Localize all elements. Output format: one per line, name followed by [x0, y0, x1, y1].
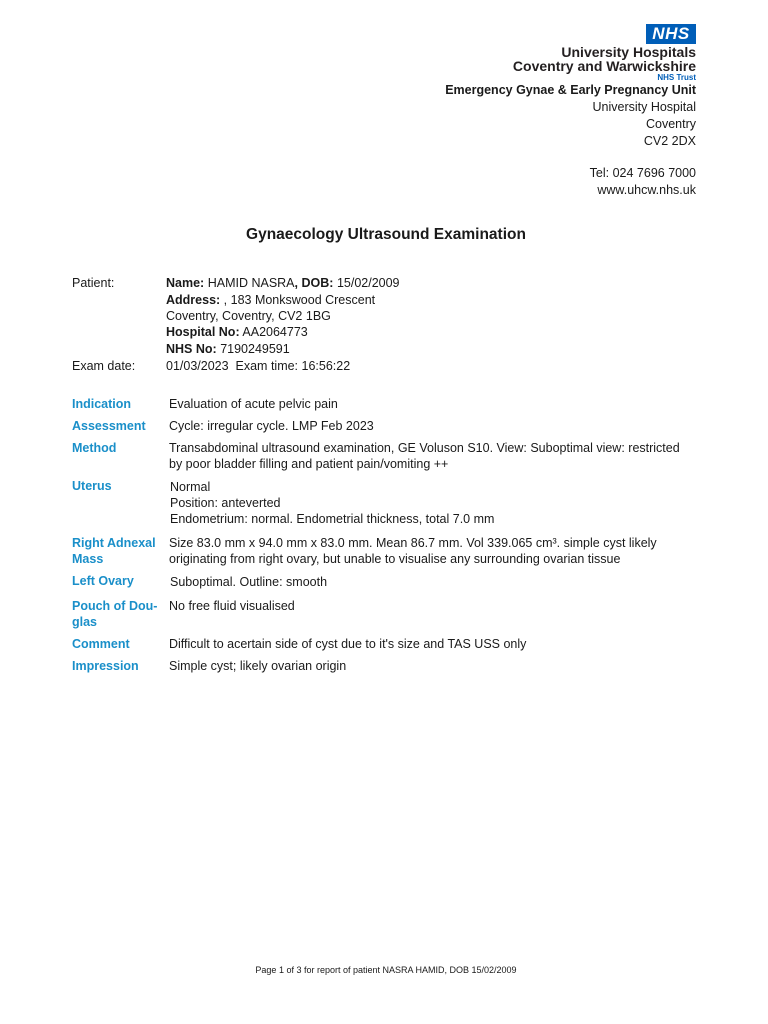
uterus-value [170, 479, 710, 527]
comment-value: Difficult to acertain side of cyst due to it's size and TAS USS only [169, 637, 527, 651]
address-label: Address: [166, 293, 221, 307]
telephone: Tel: 024 7696 7000 [589, 166, 696, 180]
method-label: Method [72, 441, 117, 455]
hospital-no-label: Hospital No: [166, 325, 240, 339]
nhs-logo: NHS [646, 24, 696, 44]
indication-label: Indication [72, 397, 132, 411]
pouch-label-line-2: glas [72, 615, 98, 629]
exam-date-label: Exam date: [72, 359, 136, 373]
method-line-1: Transabdominal ultrasound examination, GE Voluson S10. View: Suboptimal view: restricted [169, 441, 680, 455]
patient-dob: 15/02/2009 [336, 276, 400, 290]
patient-address-line1 [166, 292, 375, 308]
page-title: Gynaecology Ultrasound Examination [246, 226, 526, 243]
nhs-no: 7190249591 [220, 342, 290, 356]
right-adnexal-value [169, 535, 709, 567]
right-adnexal-label-line-2: Mass [72, 552, 104, 566]
org-name-line3: NHS Trust [657, 73, 696, 82]
org-name-line1: University Hospitals [561, 44, 696, 60]
left-ovary-label: Left Ovary [72, 574, 134, 588]
uterus-line-1: Normal [170, 480, 211, 494]
method-line-2: by poor bladder filling and patient pain/vomiting ++ [169, 457, 449, 471]
impression-label: Impression [72, 659, 139, 673]
right-adnexal-line-2: originating from right ovary, but unable to visualise any surrounding ovarian tissue [169, 552, 621, 566]
uterus-label: Uterus [72, 479, 112, 493]
unit-name: Emergency Gynae & Early Pregnancy Unit [445, 83, 696, 97]
comment-label: Comment [72, 637, 130, 651]
hospital-no-line [166, 324, 308, 340]
right-adnexal-line-1: Size 83.0 mm x 94.0 mm x 83.0 mm. Mean 86.7 mm. Vol 339.065 cm³. simple cyst likely [169, 536, 657, 550]
pouch-label-line-1: Pouch of Dou- [72, 599, 158, 613]
method-value [169, 440, 709, 472]
address-line-3: CV2 2DX [643, 134, 696, 148]
patient-name: HAMID NASRA [207, 276, 295, 290]
indication-value: Evaluation of acute pelvic pain [169, 397, 338, 411]
assessment-label: Assessment [72, 419, 146, 433]
patient-name-line [166, 275, 400, 291]
left-ovary-value: Suboptimal. Outline: smooth [170, 575, 328, 589]
comma: , [294, 276, 299, 290]
website: www.uhcw.nhs.uk [597, 183, 696, 197]
pouch-label [72, 598, 162, 630]
right-adnexal-label-line-1: Right Adnexal [72, 536, 156, 550]
exam-date: 01/03/2023 [166, 359, 229, 373]
uterus-line-3: Endometrium: normal. Endometrial thickness, total 7.0 mm [170, 512, 495, 526]
page-footer: Page 1 of 3 for report of patient NASRA HAMID, DOB 15/02/2009 [255, 965, 517, 975]
uterus-line-2: Position: anteverted [170, 496, 281, 510]
address-line-1: University Hospital [592, 100, 696, 114]
exam-date-line [166, 358, 350, 374]
pouch-value: No free fluid visualised [169, 599, 295, 613]
dob-label: DOB: [301, 276, 334, 290]
nhs-no-line [166, 341, 290, 357]
hospital-no: AA2064773 [242, 325, 308, 339]
org-name-line2: Coventry and Warwickshire [512, 58, 696, 74]
assessment-value: Cycle: irregular cycle. LMP Feb 2023 [169, 419, 374, 433]
patient-address-line2: Coventry, Coventry, CV2 1BG [166, 309, 331, 323]
right-adnexal-label [72, 535, 162, 567]
exam-time-label: Exam time: [235, 359, 299, 373]
nhs-no-label: NHS No: [166, 342, 217, 356]
name-label: Name: [166, 276, 205, 290]
patient-label: Patient: [72, 276, 115, 290]
exam-time: 16:56:22 [301, 359, 351, 373]
impression-value: Simple cyst; likely ovarian origin [169, 659, 347, 673]
patient-address1: , 183 Monkswood Crescent [223, 293, 376, 307]
address-line-2: Coventry [645, 117, 696, 131]
